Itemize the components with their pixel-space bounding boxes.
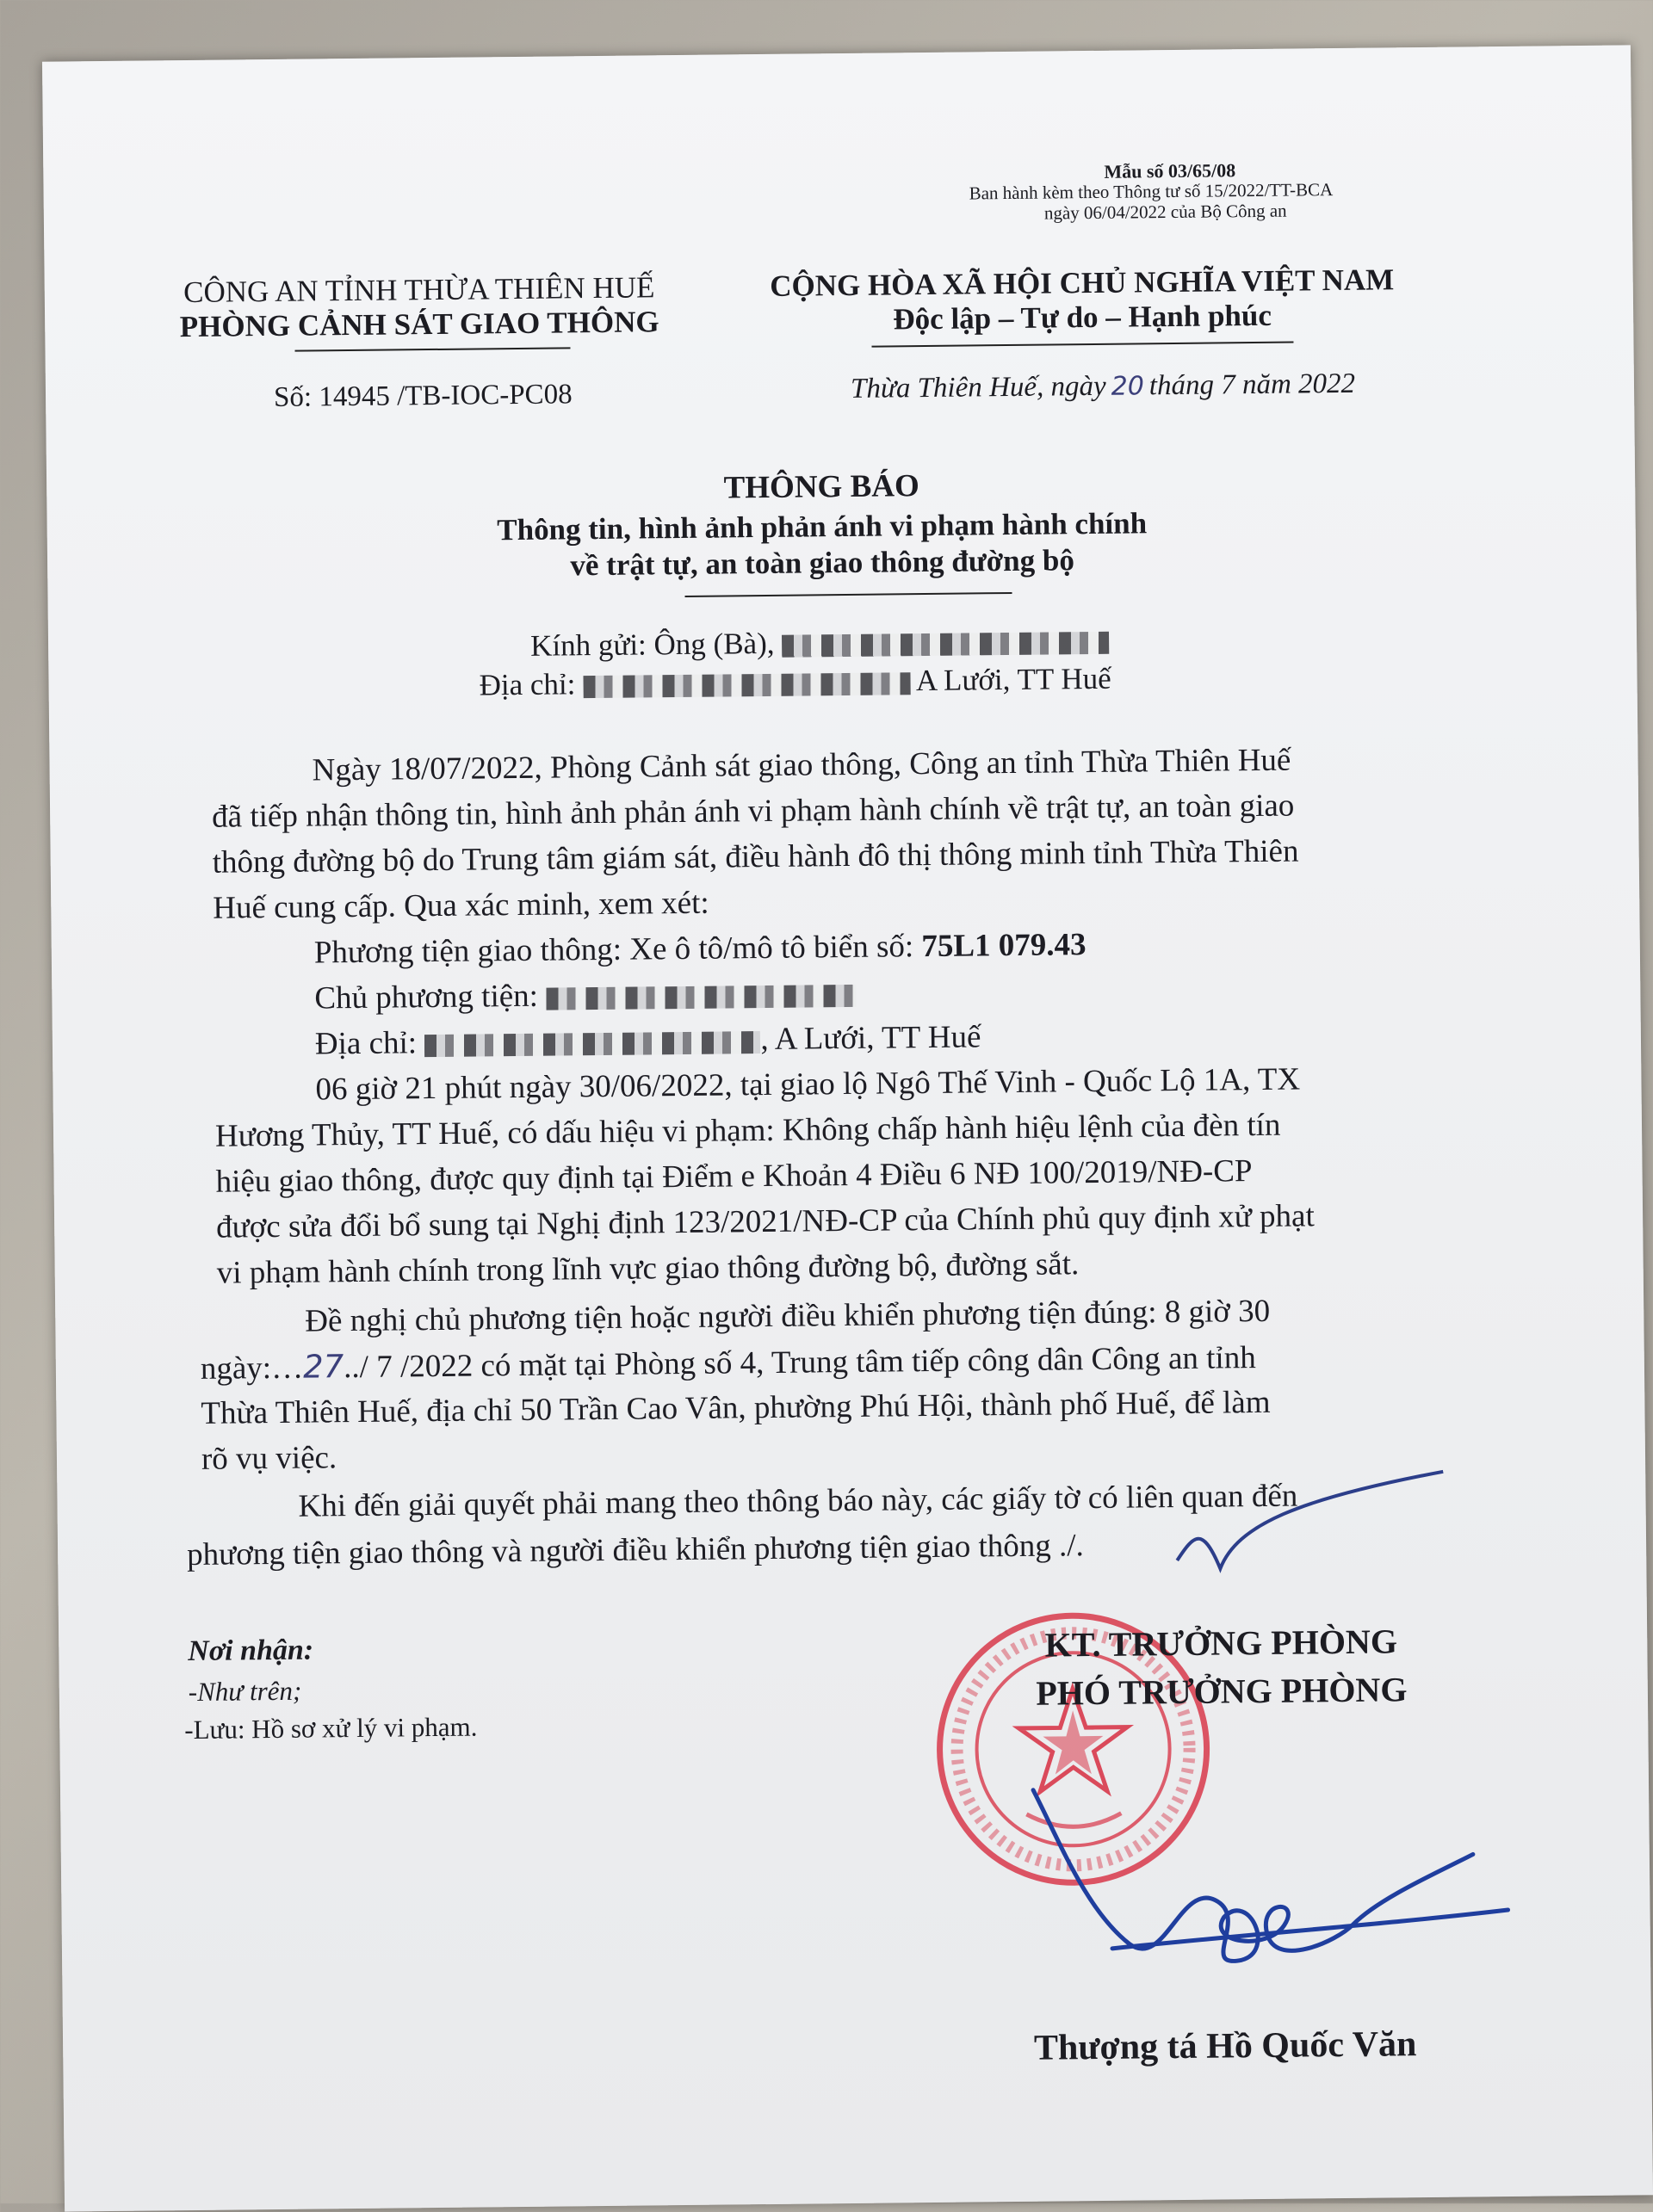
- appointment-prefix: ngày:…: [200, 1350, 304, 1387]
- body-p2-line4: được sửa đổi bổ sung tại Nghị định 123/2021/NĐ-CP của Chính phủ quy định xử phạt: [215, 1198, 1315, 1245]
- document-page: [42, 45, 1653, 2211]
- body-p2-line1: 06 giờ 21 phút ngày 30/06/2022, tại giao lộ Ngô Thế Vinh - Quốc Lộ 1A, TX: [315, 1061, 1301, 1108]
- department-name: PHÒNG CẢNH SÁT GIAO THÔNG: [179, 305, 659, 344]
- body-p2-line3: hiệu giao thông, được quy định tại Điểm e Khoản 4 Điều 6 NĐ 100/2019/NĐ-CP: [215, 1153, 1253, 1200]
- form-number: Mẫu số 03/65/08: [1104, 159, 1236, 182]
- form-issued-line2: ngày 06/04/2022 của Bộ Công an: [1043, 200, 1287, 224]
- form-issued-line1: Ban hành kèm theo Thông tư số 15/2022/TT-BCA: [969, 179, 1334, 204]
- owner-label: Chủ phương tiện:: [314, 978, 539, 1016]
- motto-underline: [871, 342, 1293, 348]
- recipient-address-tail: A Lưới, TT Huế: [915, 661, 1111, 698]
- agency-name: CÔNG AN TỈNH THỪA THIÊN HUẾ: [183, 270, 655, 310]
- body-p1-line1: Ngày 18/07/2022, Phòng Cảnh sát giao thông, Công an tỉnh Thừa Thiên Huế: [312, 742, 1291, 788]
- checkmark-scribble: [1167, 1455, 1461, 1579]
- redacted-owner-address: [424, 1031, 760, 1057]
- recipients-item-1: -Như trên;: [188, 1675, 302, 1708]
- body-p2-line5: vi phạm hành chính trong lĩnh vực giao thông đường bộ, đường sắt.: [216, 1246, 1080, 1291]
- recipients-title: Nơi nhận:: [188, 1634, 314, 1668]
- body-p4-line1: Khi đến giải quyết phải mang theo thông báo này, các giấy tờ có liên quan đến: [298, 1478, 1298, 1524]
- owner-address-line: [315, 1014, 981, 1066]
- recipient-address-line: [479, 662, 1111, 703]
- notice-subtitle-1: Thông tin, hình ảnh phản ánh vi phạm hành chính: [497, 506, 1148, 547]
- place-date-prefix: Thừa Thiên Huế, ngày: [850, 370, 1106, 405]
- place-date-day: 20: [1111, 371, 1145, 402]
- place-date: [851, 368, 1355, 405]
- handwritten-signature: [990, 1768, 1526, 1997]
- vehicle-label: Phương tiện giao thông: Xe ô tô/mô tô biển số:: [313, 929, 914, 971]
- redacted-owner-name: [546, 984, 856, 1010]
- appointment-rest: ../ 7 /2022 có mặt tại Phòng số 4, Trung tâm tiếp công dân Công an tỉnh: [343, 1340, 1256, 1386]
- body-p1-line3: thông đường bộ do Trung tâm giám sát, điều hành đô thị thông minh tỉnh Thừa Thiên: [212, 833, 1299, 880]
- body-p1-line2: đã tiếp nhận thông tin, hình ảnh phản ánh vi phạm hành chính về trật tự, an toàn giao: [211, 788, 1295, 835]
- body-p3-line3: Thừa Thiên Huế, địa chỉ 50 Trần Cao Vân, phường Phú Hội, thành phố Huế, để làm: [201, 1384, 1271, 1431]
- document-number: Số: 14945 /TB-IOC-PC08: [273, 379, 573, 413]
- title-underline: [685, 592, 1012, 597]
- license-plate: 75L1 079.43: [921, 927, 1087, 965]
- body-p2-line2: Hương Thủy, TT Huế, có dấu hiệu vi phạm: Không chấp hành hiệu lệnh của đèn tín: [214, 1107, 1281, 1154]
- redacted-recipient-address: [583, 672, 910, 698]
- body-p3-line4: rõ vụ việc.: [201, 1440, 337, 1477]
- body-p3-line1: Đề nghị chủ phương tiện hoặc người điều khiển phương tiện đúng: 8 giờ 30: [305, 1293, 1271, 1339]
- owner-address-label: Địa chỉ:: [314, 1025, 418, 1062]
- recipients-item-2: -Lưu: Hồ sơ xử lý vi phạm.: [184, 1711, 478, 1746]
- recipient-label: Kính gửi: Ông (Bà),: [529, 626, 775, 663]
- body-p4-line2: phương tiện giao thông và người điều khiển phương tiện giao thông ./.: [186, 1528, 1084, 1573]
- department-underline: [294, 347, 570, 351]
- appointment-day: 27: [302, 1348, 344, 1386]
- signer-name: Thượng tá Hồ Quốc Văn: [1033, 2024, 1417, 2068]
- notice-subtitle-2: về trật tự, an toàn giao thông đường bộ: [570, 543, 1075, 583]
- national-motto: Độc lập – Tự do – Hạnh phúc: [893, 298, 1272, 337]
- owner-line: [314, 970, 856, 1022]
- body-p1-line4: Huế cung cấp. Qua xác minh, xem xét:: [213, 885, 709, 926]
- country-name: CỘNG HÒA XÃ HỘI CHỦ NGHĨA VIỆT NAM: [770, 263, 1395, 303]
- signer-role-1: KT. TRƯỞNG PHÒNG: [1044, 1622, 1398, 1665]
- vehicle-line: [314, 922, 1087, 975]
- redacted-recipient-name: [782, 632, 1109, 658]
- recipient-address-label: Địa chỉ:: [479, 667, 576, 702]
- signer-role-2: PHÓ TRƯỞNG PHÒNG: [1036, 1670, 1408, 1713]
- owner-address-tail: , A Lưới, TT Huế: [760, 1019, 981, 1058]
- notice-title: THÔNG BÁO: [723, 468, 919, 506]
- place-date-rest: tháng 7 năm 2022: [1148, 368, 1356, 402]
- recipient-line: [530, 623, 1110, 664]
